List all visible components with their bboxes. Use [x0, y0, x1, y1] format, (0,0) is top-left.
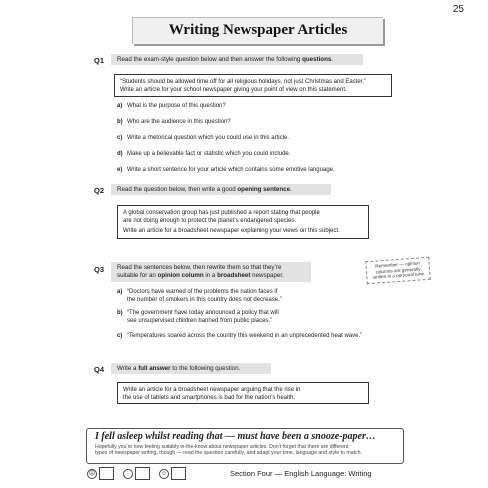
q3-item-a: a) “Doctors have warned of the problems the nation faces if the number of smokers in this country does not decrease.” — [117, 289, 282, 303]
sad-face-icon: ☹ — [88, 471, 96, 477]
tip-note: Remember — opinion columns are generally written in a personal tone — [365, 257, 430, 284]
title-banner — [132, 17, 383, 44]
q3-item-b: b) “The government have today announced a policy that will see unsupervised children banned from public places.” — [117, 310, 279, 324]
q4-question-box — [117, 382, 369, 404]
q4-box-line1: Write an article for a broadsheet newspaper arguing that the rise in — [123, 387, 301, 393]
q1-item-e: e) Write a short sentence for your article which contains some emotive language. — [117, 167, 335, 173]
q4-instruction: Write a full answer to the following question. — [111, 363, 271, 374]
checkbox-neutral[interactable] — [135, 467, 150, 480]
q3-item-c: c) “Temperatures soared across the country this weekend in an unprecedented heat wave.” — [117, 333, 363, 339]
q3-instruction: Read the sentences below, then rewrite them so that they’re suitable for an opinion column in a broadsheet newspaper. — [111, 262, 311, 282]
q1-label: Q1 — [94, 56, 105, 65]
page-number: 25 — [452, 4, 464, 15]
q2-box-line2: are not doing enough to protect the planet’s endangered species. — [123, 218, 297, 224]
q1-box-line2: Write an article for your school newspaper giving your point of view on this statement. — [120, 87, 347, 93]
neutral-face-icon: · — [123, 469, 133, 479]
q1-item-a: a) What is the purpose of this question? — [117, 103, 226, 109]
q1-box-line1: “Students should be allowed time off for all religious holidays, not just Christmas and Easter.” — [120, 79, 367, 85]
q1-item-b: b) Who are the audience in this question? — [117, 119, 231, 125]
happy-face-icon: ☺ — [160, 471, 168, 477]
q1-instruction: Read the exam-style question below and then answer the following questions. — [111, 54, 363, 65]
q2-box-line3: Write an article for a broadsheet newspaper explaining your views on this subject. — [123, 228, 340, 234]
q2-box-line1: A global conservation group has just published a report stating that people — [123, 210, 320, 216]
q3-label: Q3 — [94, 265, 105, 274]
footer-text: Hopefully you’re now feeling suitably in-the-know about newspaper articles. Don’t forget that there are different types of newspaper writing, though — read the question carefully, and adapt your tone, language and style to match. — [95, 444, 362, 457]
q1-item-d: d) Make up a believable fact or statistic which you could include. — [117, 151, 291, 157]
checkbox-happy[interactable] — [171, 467, 186, 480]
q4-box-line2: the use of tablets and smartphones is bad for the nation’s health. — [123, 395, 296, 401]
q2-label: Q2 — [94, 186, 105, 195]
q2-question-box — [117, 205, 369, 239]
footer-tip-box — [86, 428, 404, 464]
q2-instruction: Read the question below, then write a good opening sentence. — [111, 184, 331, 195]
page-title: Writing Newspaper Articles — [168, 22, 348, 38]
q1-item-c: c) Write a rhetorical question which you could use in this article. — [117, 135, 289, 141]
footer-title: I fell asleep whilst reading that — must have been a snooze-paper… — [95, 431, 376, 442]
checkbox-sad[interactable] — [99, 467, 114, 480]
q4-label: Q4 — [94, 365, 105, 374]
section-footer: Section Four — English Language: Writing — [230, 469, 372, 478]
q1-question-box — [114, 74, 392, 97]
